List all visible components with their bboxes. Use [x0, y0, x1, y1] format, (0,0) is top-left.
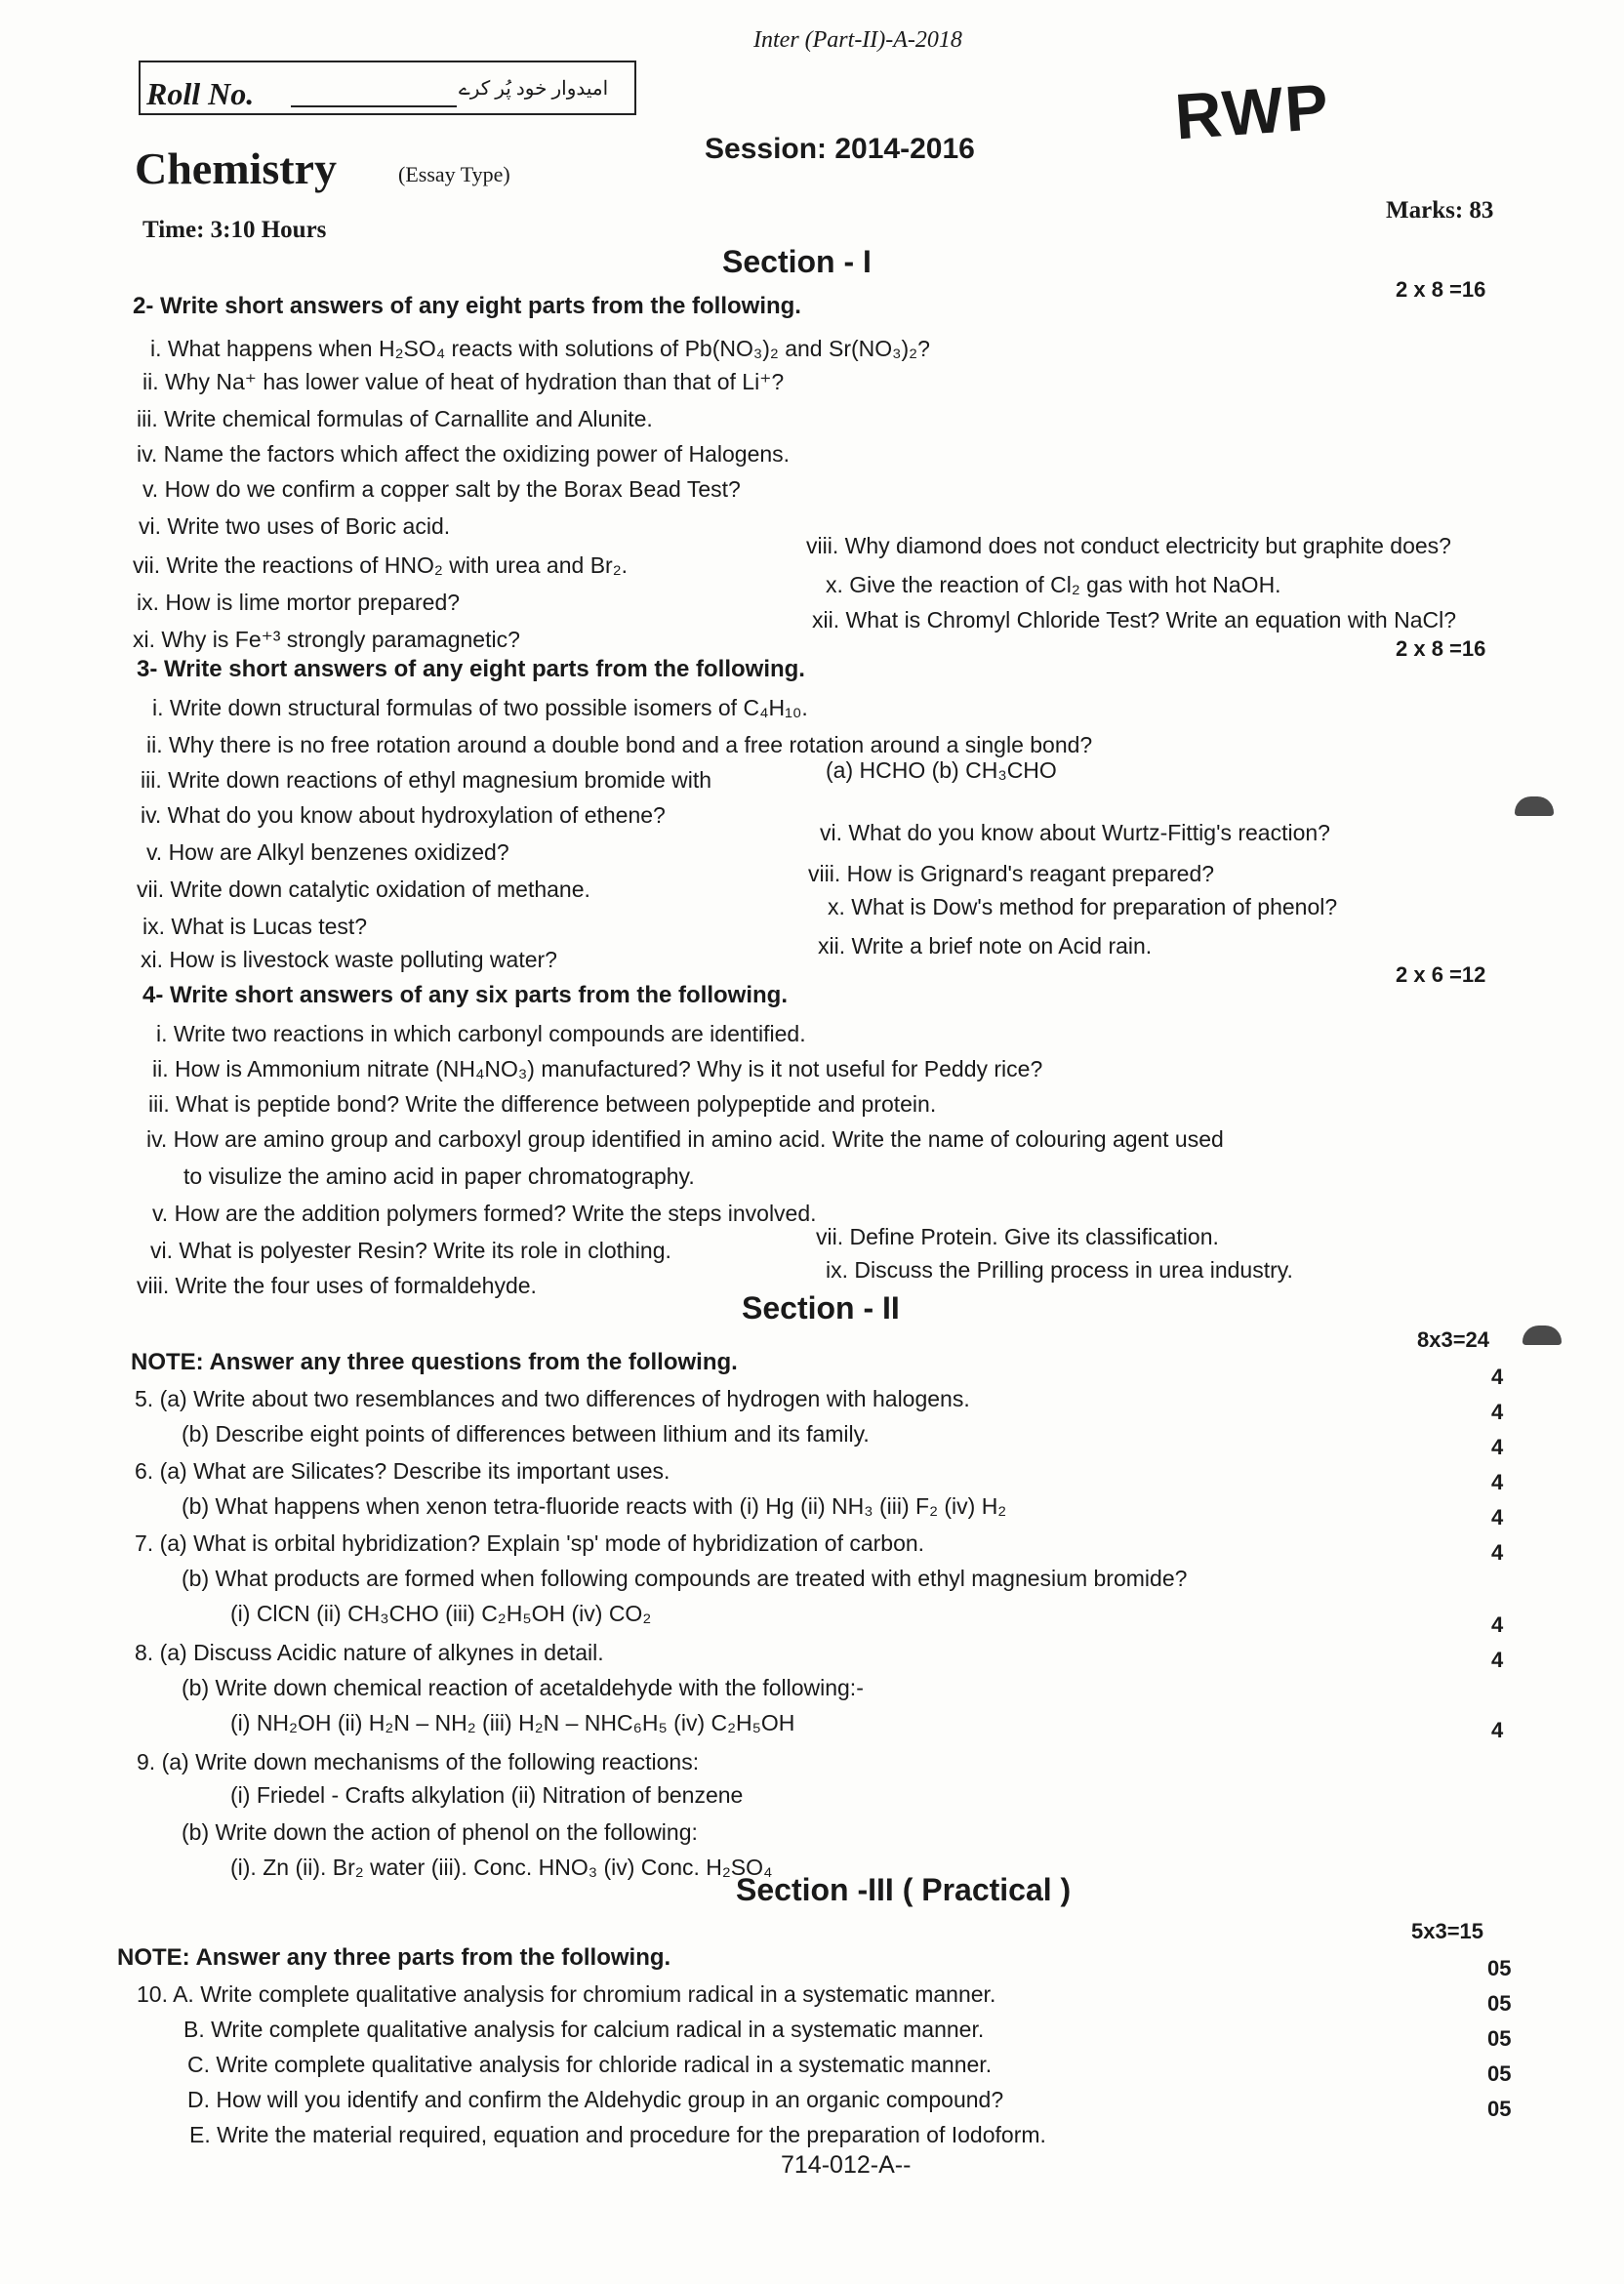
q3-part-10: x. What is Dow's method for preparation of phenol?	[828, 894, 1338, 919]
q9-part-b: (b) Write down the action of phenol on the following:	[182, 1819, 698, 1845]
q7-part-b: (b) What products are formed when following compounds are treated with ethyl magnesium bromide?	[182, 1566, 1188, 1591]
q2-part-11: xi. Why is Fe⁺³ strongly paramagnetic?	[133, 627, 520, 652]
exam-code: Inter (Part-II)-A-2018	[753, 27, 962, 53]
section-3-part-marks: 05	[1487, 2026, 1512, 2051]
section-2-part-marks: 4	[1491, 1435, 1504, 1459]
section-3-marks: 5x3=15	[1411, 1919, 1484, 1943]
section-2-part-marks: 4	[1491, 1648, 1504, 1672]
paper-code-footer: 714-012-A--	[781, 2151, 912, 2179]
section-2-marks: 8x3=24	[1417, 1327, 1490, 1352]
question-4-marks: 2 x 6 =12	[1396, 962, 1486, 987]
section-3-part-marks: 05	[1487, 1956, 1512, 1980]
section-2-title: Section - II	[742, 1290, 900, 1326]
q5-part-b: (b) Describe eight points of differences between lithium and its family.	[182, 1421, 870, 1447]
q2-part-1: i. What happens when H₂SO₄ reacts with solutions of Pb(NO₃)₂ and Sr(NO₃)₂?	[150, 336, 930, 361]
q9-part-b-reagents: (i). Zn (ii). Br₂ water (iii). Conc. HNO₃ (iv) Conc. H₂SO₄	[230, 1855, 773, 1880]
q2-part-7: vii. Write the reactions of HNO₂ with urea and Br₂.	[133, 552, 629, 578]
board-stamp: RWP	[1172, 69, 1333, 153]
q3-part-7: vii. Write down catalytic oxidation of methane.	[137, 877, 590, 902]
q2-part-2: ii. Why Na⁺ has lower value of heat of hydration than that of Li⁺?	[142, 369, 785, 394]
subject-title: Chemistry	[135, 143, 337, 193]
q4-part-1: i. Write two reactions in which carbonyl compounds are identified.	[156, 1021, 806, 1046]
section-2-part-marks: 4	[1491, 1505, 1504, 1529]
q8-part-b-reagents: (i) NH₂OH (ii) H₂N – NH₂ (iii) H₂N – NHC₆H₅ (iv) C₂H₅OH	[230, 1710, 795, 1735]
q4-part-4: iv. How are amino group and carboxyl group identified in amino acid. Write the name of colouring agent used	[146, 1126, 1224, 1152]
q3-part-5: v. How are Alkyl benzenes oxidized?	[146, 839, 509, 865]
q10-part-e: E. Write the material required, equation and procedure for the preparation of Iodoform.	[189, 2122, 1046, 2147]
section-1-title: Section - I	[722, 244, 872, 279]
q3-part-12: xii. Write a brief note on Acid rain.	[818, 933, 1153, 958]
section-3-part-marks: 05	[1487, 1991, 1512, 2016]
q4-part-2: ii. How is Ammonium nitrate (NH₄NO₃) manufactured? Why is it not useful for Peddy rice?	[152, 1056, 1043, 1081]
section-2-part-marks: 4	[1491, 1470, 1504, 1494]
q5-part-a: 5. (a) Write about two resemblances and two differences of hydrogen with halogens.	[135, 1386, 970, 1411]
q3-part-2: ii. Why there is no free rotation around a double bond and a free rotation around a single bond?	[146, 732, 1093, 757]
q4-part-5: v. How are the addition polymers formed? Write the steps involved.	[152, 1201, 817, 1226]
q3-part-1: i. Write down structural formulas of two possible isomers of C₄H₁₀.	[152, 695, 808, 720]
essay-type-label: (Essay Type)	[398, 162, 510, 186]
section-2-part-marks: 4	[1491, 1612, 1504, 1637]
section-2-part-marks: 4	[1491, 1540, 1504, 1565]
q3-part-3-options: (a) HCHO (b) CH₃CHO	[826, 757, 1057, 783]
roll-number-urdu-instruction: امیدوار خود پُر کرے	[459, 78, 609, 100]
q3-part-8: viii. How is Grignard's reagant prepared?	[808, 861, 1215, 886]
section-2-part-marks: 4	[1491, 1718, 1504, 1742]
q2-part-6: vi. Write two uses of Boric acid.	[139, 513, 451, 539]
section-2-part-marks: 4	[1491, 1365, 1504, 1389]
q9-part-a-reactions: (i) Friedel - Crafts alkylation (ii) Nitration of benzene	[230, 1782, 744, 1808]
q2-part-10: x. Give the reaction of Cl₂ gas with hot NaOH.	[826, 572, 1281, 597]
total-marks-label: Marks: 83	[1386, 197, 1494, 224]
section-2-note: NOTE: Answer any three questions from the following.	[131, 1349, 738, 1375]
session-label: Session: 2014-2016	[705, 133, 975, 165]
q4-part-4-continued: to visulize the amino acid in paper chromatography.	[183, 1163, 695, 1189]
q8-part-a: 8. (a) Discuss Acidic nature of alkynes in detail.	[135, 1640, 604, 1665]
q9-part-a: 9. (a) Write down mechanisms of the following reactions:	[137, 1749, 700, 1774]
roll-number-line	[291, 105, 457, 107]
q2-part-8: viii. Why diamond does not conduct electricity but graphite does?	[806, 533, 1451, 558]
q4-part-9: ix. Discuss the Prilling process in urea industry.	[826, 1257, 1293, 1283]
q10-part-b: B. Write complete qualitative analysis for calcium radical in a systematic manner.	[183, 2017, 985, 2042]
section-3-part-marks: 05	[1487, 2061, 1512, 2086]
q2-part-3: iii. Write chemical formulas of Carnallite and Alunite.	[137, 406, 653, 431]
q4-part-7: vii. Define Protein. Give its classification.	[816, 1224, 1219, 1249]
question-4-heading: 4- Write short answers of any six parts from the following.	[142, 982, 789, 1008]
q10-part-a: 10. A. Write complete qualitative analysis for chromium radical in a systematic manner.	[137, 1981, 996, 2007]
q2-part-4: iv. Name the factors which affect the oxidizing power of Halogens.	[137, 441, 791, 467]
q3-part-6: vi. What do you know about Wurtz-Fittig's reaction?	[820, 820, 1330, 845]
q8-part-b: (b) Write down chemical reaction of acetaldehyde with the following:-	[182, 1675, 864, 1700]
q10-part-d: D. How will you identify and confirm the Aldehydic group in an organic compound?	[187, 2087, 1004, 2112]
q6-part-a: 6. (a) What are Silicates? Describe its important uses.	[135, 1458, 670, 1484]
roll-number-label: Roll No.	[146, 76, 255, 111]
q3-part-3: iii. Write down reactions of ethyl magnesium bromide with	[141, 767, 712, 793]
q4-part-3: iii. What is peptide bond? Write the difference between polypeptide and protein.	[148, 1091, 937, 1117]
q4-part-6: vi. What is polyester Resin? Write its role in clothing.	[150, 1238, 671, 1263]
q2-part-9: ix. How is lime mortor prepared?	[137, 590, 461, 615]
q7-part-b-compounds: (i) ClCN (ii) CH₃CHO (iii) C₂H₅OH (iv) CO₂	[230, 1601, 652, 1626]
scan-hole-mark	[1515, 796, 1554, 816]
q3-part-11: xi. How is livestock waste polluting water?	[141, 947, 557, 972]
q4-part-8: viii. Write the four uses of formaldehyde.	[137, 1273, 537, 1298]
question-2-marks: 2 x 8 =16	[1396, 277, 1486, 302]
q3-part-4: iv. What do you know about hydroxylation of ethene?	[141, 802, 666, 828]
q3-part-9: ix. What is Lucas test?	[142, 914, 368, 939]
q6-part-b: (b) What happens when xenon tetra-fluoride reacts with (i) Hg (ii) NH₃ (iii) F₂ (iv) H₂	[182, 1493, 1007, 1519]
q2-part-12: xii. What is Chromyl Chloride Test? Write an equation with NaCl?	[812, 607, 1457, 632]
question-2-heading: 2- Write short answers of any eight parts from the following.	[133, 293, 801, 319]
q2-part-5: v. How do we confirm a copper salt by the Borax Bead Test?	[142, 476, 741, 502]
scan-hole-mark	[1522, 1326, 1562, 1345]
section-3-title: Section -III ( Practical )	[736, 1872, 1072, 1907]
time-label: Time: 3:10 Hours	[142, 217, 327, 243]
question-3-marks: 2 x 8 =16	[1396, 636, 1486, 661]
section-3-note: NOTE: Answer any three parts from the following.	[117, 1944, 671, 1971]
q7-part-a: 7. (a) What is orbital hybridization? Explain 'sp' mode of hybridization of carbon.	[135, 1530, 925, 1556]
section-3-part-marks: 05	[1487, 2097, 1512, 2121]
question-3-heading: 3- Write short answers of any eight parts from the following.	[137, 656, 805, 682]
q10-part-c: C. Write complete qualitative analysis for chloride radical in a systematic manner.	[187, 2052, 993, 2077]
section-2-part-marks: 4	[1491, 1400, 1504, 1424]
